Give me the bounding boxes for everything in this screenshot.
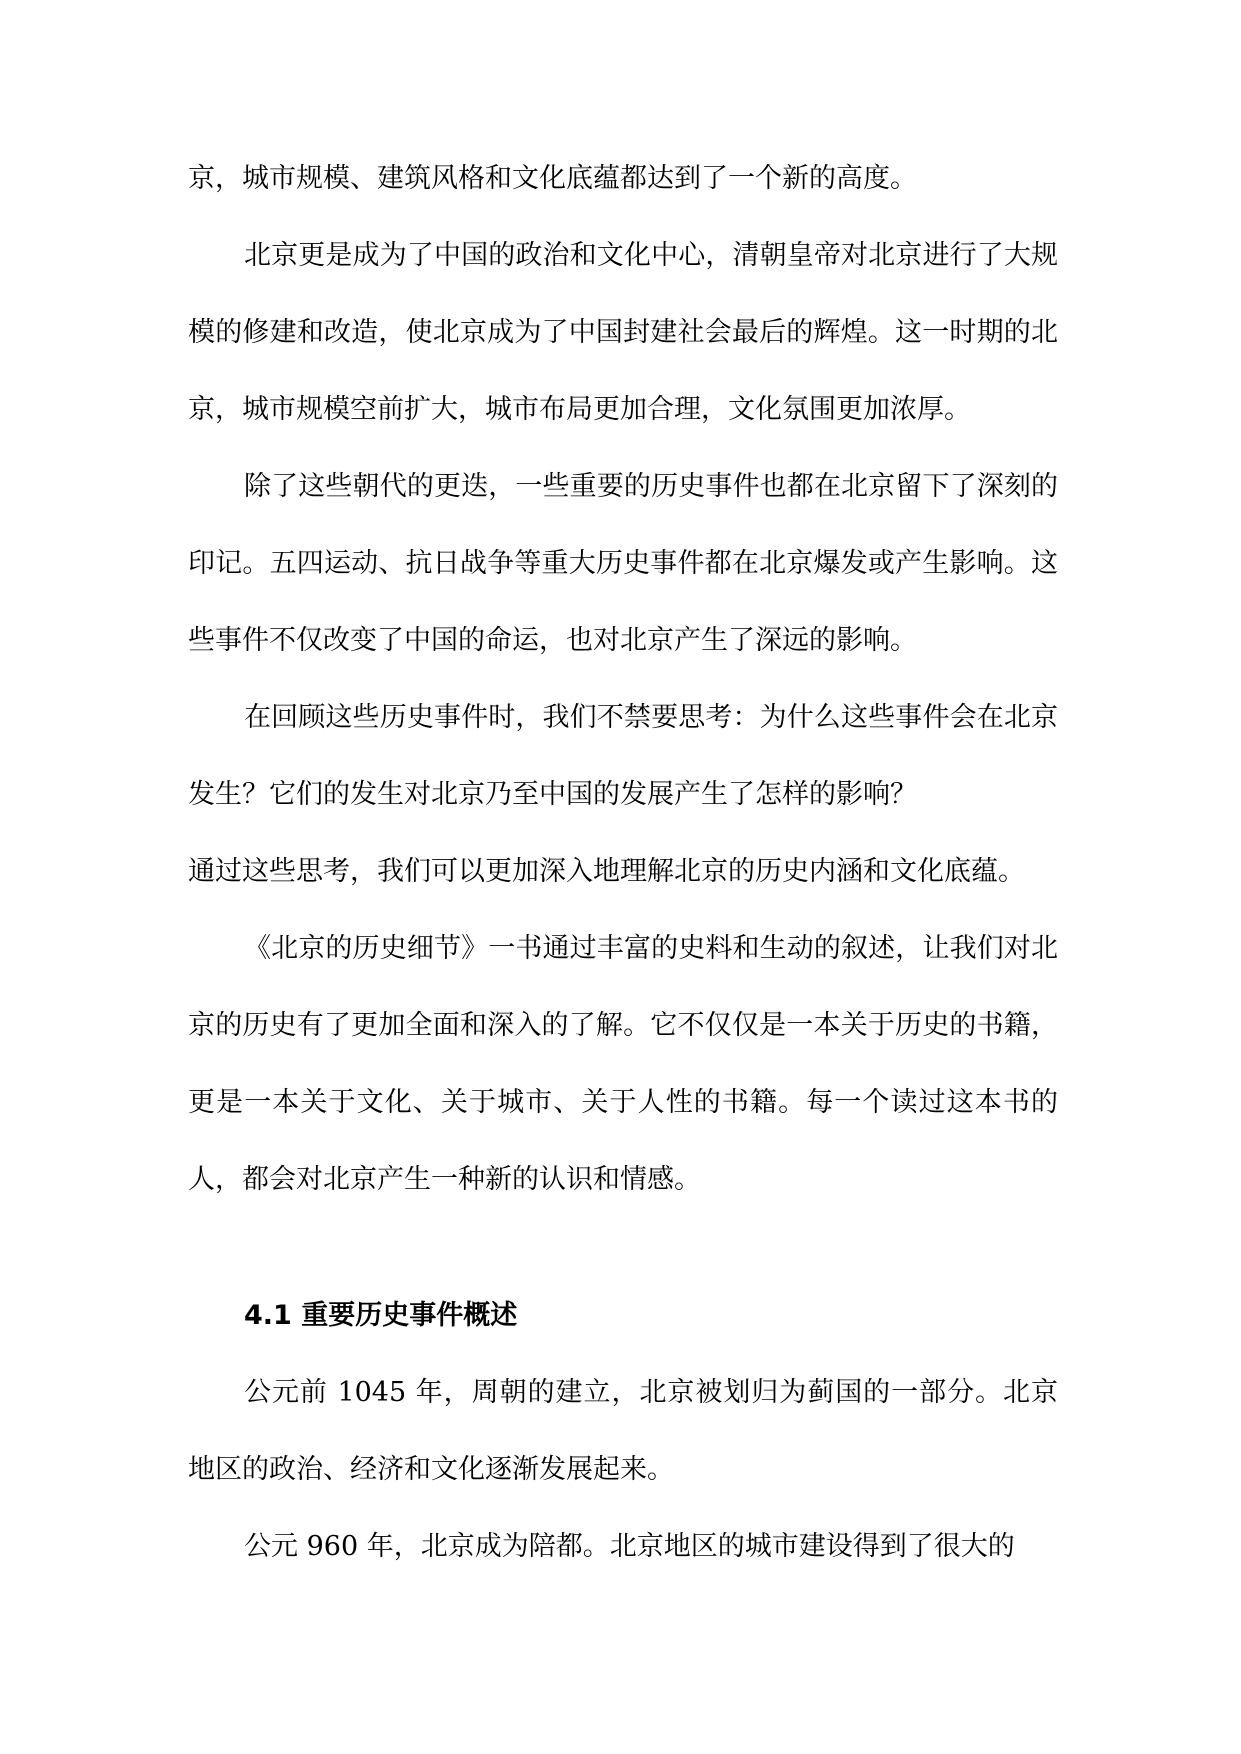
section-heading: 4.1 重要历史事件概述 [244,1300,518,1331]
paragraph-qing-dynasty: 北京更是成为了中国的政治和文化中心，清朝皇帝对北京进行了大规模的修建和改造，使北京成为了中国封建社会最后的辉煌。这一时期的北京，城市规模空前扩大，城市布局更加合理，文化氛围更加浓厚。 [188,240,1058,425]
paragraph-book-summary: 《北京的历史细节》一书通过丰富的史料和生动的叙述，让我们对北京的历史有了更加全面和深入的了解。它不仅仅是一本关于历史的书籍，更是一本关于文化、关于城市、关于人性的书籍。每一个读过这本书的人，都会对北京产生一种新的认识和情感。 [188,933,1058,1195]
paragraph-960-capital: 公元 960 年，北京成为陪都。北京地区的城市建设得到了很大的 [244,1531,1015,1562]
paragraph-historical-events: 除了这些朝代的更迭，一些重要的历史事件也都在北京留下了深刻的印记。五四运动、抗日战争等重大历史事件都在北京爆发或产生影响。这些事件不仅改变了中国的命运，也对北京产生了深远的影响。 [188,471,1058,656]
paragraph-zhou-dynasty: 公元前 1045 年，周朝的建立，北京被划归为蓟国的一部分。北京地区的政治、经济和文化逐渐发展起来。 [188,1377,1058,1485]
paragraph-continuation: 京，城市规模、建筑风格和文化底蕴都达到了一个新的高度。 [188,163,917,194]
paragraph-reflection-conclusion: 通过这些思考，我们可以更加深入地理解北京的历史内涵和文化底蕴。 [188,856,1025,887]
paragraph-reflection-question: 在回顾这些历史事件时，我们不禁要思考：为什么这些事件会在北京发生？它们的发生对北京乃至中国的发展产生了怎样的影响？ [188,702,1058,810]
document-body [188,140,1058,1585]
